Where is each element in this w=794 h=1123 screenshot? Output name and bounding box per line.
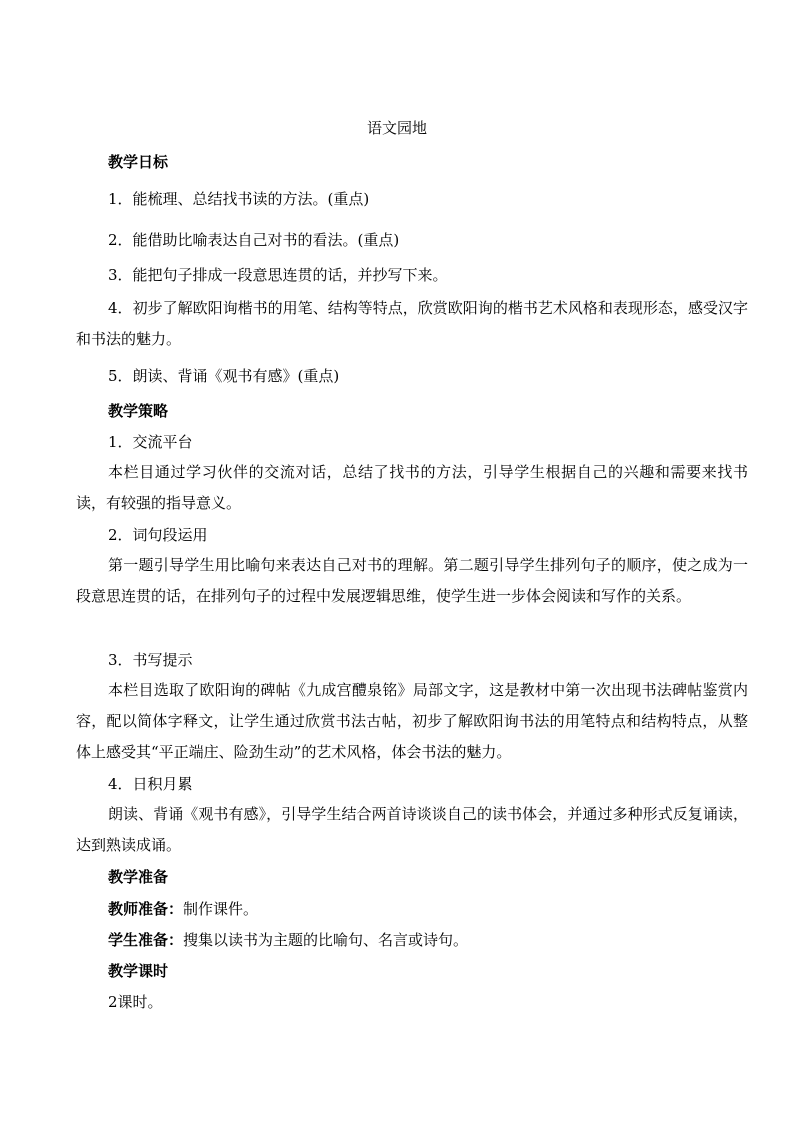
strategy-subheading-3: 3．书写提示 <box>108 651 193 669</box>
strategy-body-1: 本栏目通过学习伙伴的交流对话，总结了找书的方法，引导学生根据自己的兴趣和需要来找书读，有较强的指导意义。 <box>76 463 748 512</box>
student-preparation <box>108 930 468 950</box>
student-preparation-label: 学生准备： <box>108 931 184 949</box>
objectives-heading: 教学日标 <box>108 153 169 171</box>
strategy-subheading-4: 4．日积月累 <box>108 775 193 793</box>
student-preparation-text: 搜集以读书为主题的比喻句、名言或诗句。 <box>183 931 469 949</box>
teacher-preparation-label: 教师准备： <box>108 900 184 918</box>
objective-item-3: 3．能把句子排成一段意思连贯的话，并抄写下来。 <box>108 266 448 284</box>
objective-item-5: 5．朗读、背诵《观书有感》(重点) <box>108 367 340 385</box>
teacher-preparation-text: 制作课件。 <box>183 900 259 918</box>
preparation-heading: 教学准备 <box>108 868 169 886</box>
strategy-body-4: 朗读、背诵《观书有感》，引导学生结合两首诗谈谈自己的读书体会，并通过多种形式反复诵读，达到熟读成诵。 <box>76 805 748 854</box>
strategy-body-3: 本栏目选取了欧阳询的碑帖《九成宫醴泉铭》局部文字，这是教材中第一次出现书法碑帖鉴赏内容，配以简体字释文，让学生通过欣赏书法古帖，初步了解欧阳询书法的用笔特点和结构特点，从整体上感受其“平正端庄、险劲生动”的艺术风格，体会书法的魅力。 <box>76 681 748 761</box>
hours-text: 2课时。 <box>108 993 163 1011</box>
objective-item-2: 2．能借助比喻表达自己对书的看法。(重点) <box>108 231 400 249</box>
hours-heading: 教学课时 <box>108 962 169 980</box>
objective-item-1: 1．能梳理、总结找书读的方法。(重点) <box>108 190 370 208</box>
teacher-preparation <box>108 899 258 919</box>
strategy-subheading-1: 1．交流平台 <box>108 433 193 451</box>
objective-item-4: 4．初步了解欧阳询楷书的用笔、结构等特点，欣赏欧阳询的楷书艺术风格和表现形态，感受汉字和书法的魅力。 <box>76 299 748 348</box>
strategy-body-2: 第一题引导学生用比喻句来表达自己对书的理解。第二题引导学生排列句子的顺序，使之成为一段意思连贯的话，在排列句子的过程中发展逻辑思维，使学生进一步体会阅读和写作的关系。 <box>76 556 748 605</box>
document-title: 语文园地 <box>366 119 427 137</box>
strategy-heading: 教学策略 <box>108 402 169 420</box>
strategy-subheading-2: 2．词句段运用 <box>108 526 208 544</box>
